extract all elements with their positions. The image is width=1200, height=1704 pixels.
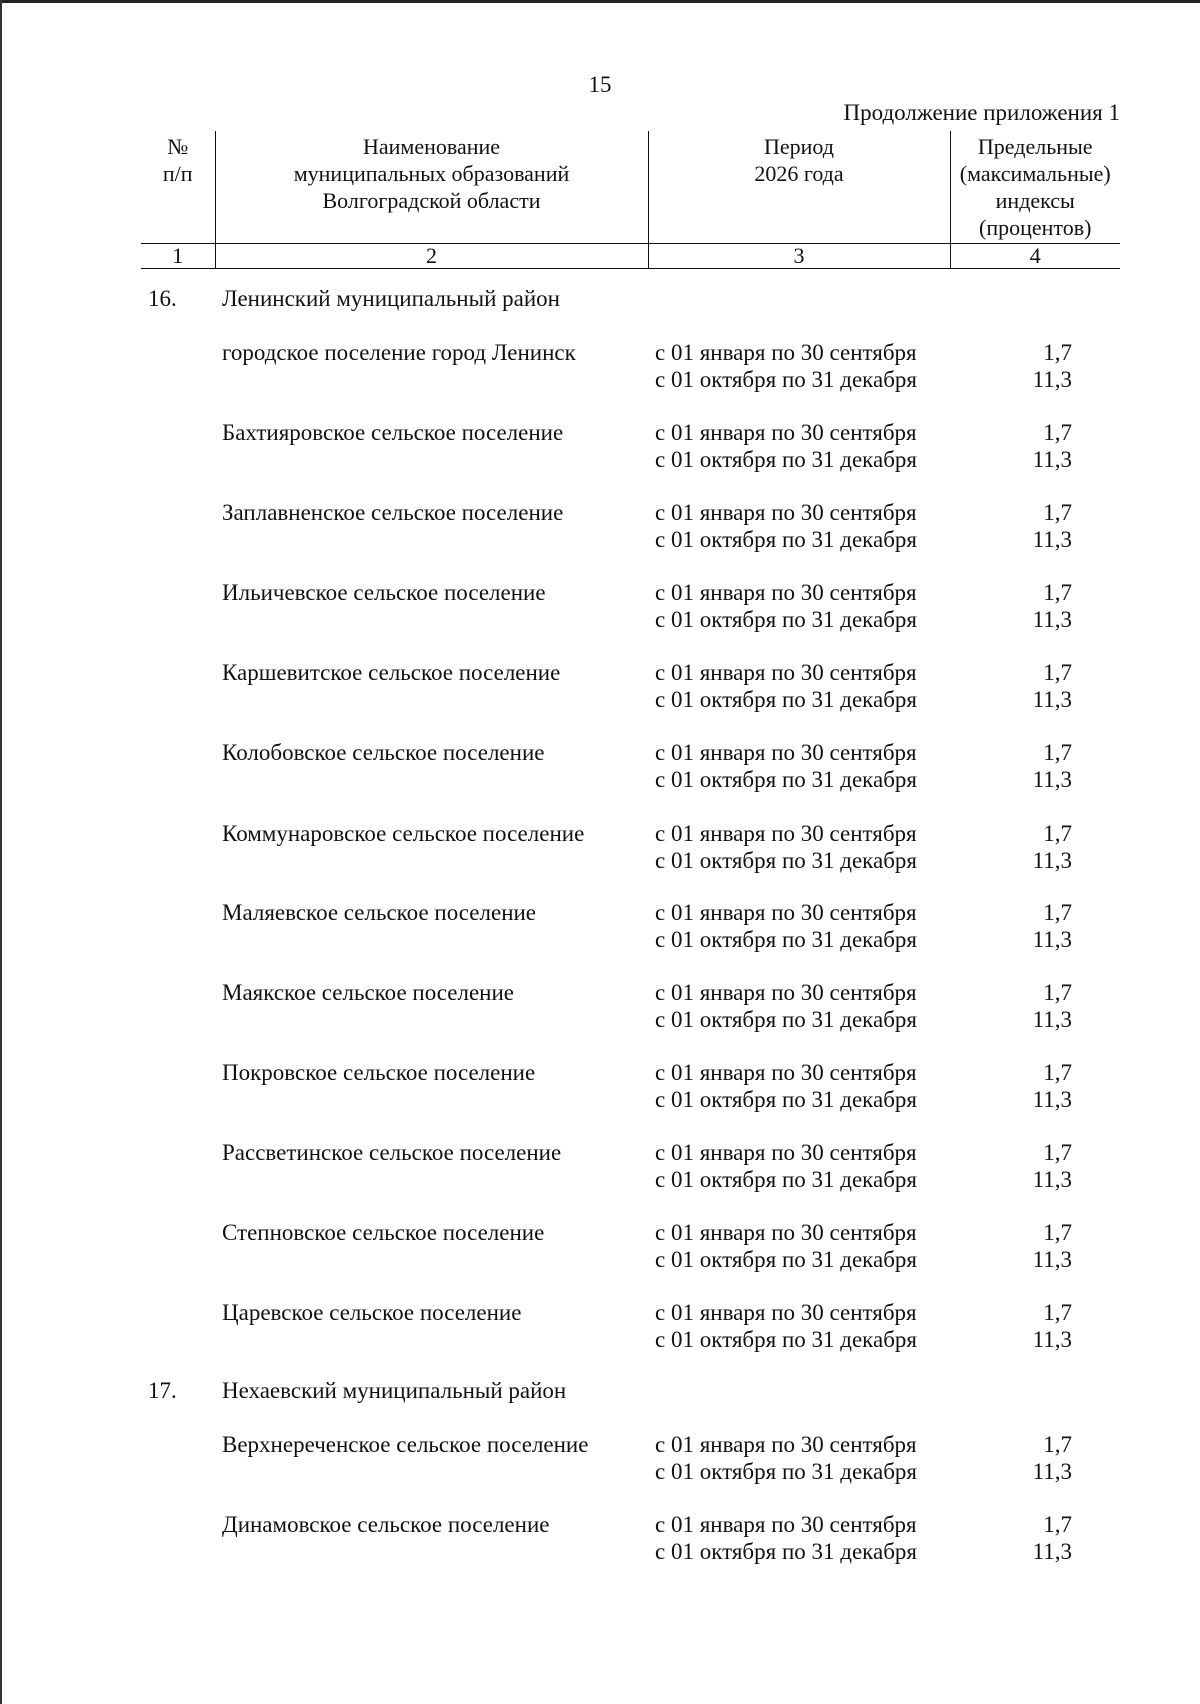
settlement-name: Динамовское сельское поселение (222, 1512, 550, 1537)
index-value-second: 11,3 (1032, 1167, 1072, 1192)
settlement-name: Рассветинское сельское поселение (222, 1140, 562, 1165)
header-text: Наименование (362, 134, 501, 159)
scan-border-top (0, 0, 1200, 3)
period-first: с 01 января по 30 сентября (655, 821, 917, 846)
column-number: 1 (141, 244, 215, 269)
index-value-first: 1,7 (1043, 580, 1072, 605)
period-first: с 01 января по 30 сентября (655, 1432, 917, 1457)
settlement-row (0, 821, 1200, 877)
settlement-name: Колобовское сельское поселение (222, 740, 545, 765)
period-first: с 01 января по 30 сентября (655, 1220, 917, 1245)
index-value-first: 1,7 (1043, 1512, 1072, 1537)
period-first: с 01 января по 30 сентября (655, 420, 917, 445)
district-row (0, 1378, 1200, 1408)
period-second: с 01 октября по 31 декабря (655, 607, 917, 632)
district-name: Ленинский муниципальный район (222, 286, 560, 311)
column-number: 2 (215, 244, 648, 269)
period-second: с 01 октября по 31 декабря (655, 1007, 917, 1032)
settlement-name: Покровское сельское поселение (222, 1060, 536, 1085)
settlement-name: Коммунаровское сельское поселение (222, 821, 585, 846)
settlement-name: городское поселение город Ленинск (222, 340, 576, 365)
index-value-first: 1,7 (1043, 821, 1072, 846)
settlement-name: Бахтияровское сельское поселение (222, 420, 564, 445)
index-value-second: 11,3 (1032, 927, 1072, 952)
index-value-first: 1,7 (1043, 1060, 1072, 1085)
index-value-first: 1,7 (1043, 740, 1072, 765)
period-first: с 01 января по 30 сентября (655, 1512, 917, 1537)
period-first: с 01 января по 30 сентября (655, 500, 917, 525)
period-second: с 01 октября по 31 декабря (655, 1539, 917, 1564)
header-text: муниципальных образований (293, 161, 570, 186)
district-row (0, 286, 1200, 316)
settlement-row (0, 1432, 1200, 1488)
settlement-row (0, 1220, 1200, 1276)
period-second: с 01 октября по 31 декабря (655, 447, 917, 472)
settlement-name: Царевское сельское поселение (222, 1300, 522, 1325)
settlement-row (0, 1140, 1200, 1196)
page-number: 15 (588, 72, 612, 97)
district-number: 17. (148, 1378, 177, 1403)
settlement-row (0, 980, 1200, 1036)
settlement-name: Заплавненское сельское поселение (222, 500, 564, 525)
period-second: с 01 октября по 31 декабря (655, 687, 917, 712)
index-value-second: 11,3 (1032, 1247, 1072, 1272)
settlement-row (0, 900, 1200, 956)
header-text: 2026 года (754, 161, 844, 186)
header-text: Волгоградской области (322, 188, 541, 213)
header-col-number (141, 131, 215, 244)
settlement-row (0, 740, 1200, 796)
district-name: Нехаевский муниципальный район (222, 1378, 567, 1403)
index-value-second: 11,3 (1032, 1459, 1072, 1484)
period-second: с 01 октября по 31 декабря (655, 767, 917, 792)
index-value-first: 1,7 (1043, 980, 1072, 1005)
period-first: с 01 января по 30 сентября (655, 1140, 917, 1165)
table-header (141, 131, 1120, 269)
period-second: с 01 октября по 31 декабря (655, 1247, 917, 1272)
header-text: (процентов) (979, 215, 1092, 240)
period-second: с 01 октября по 31 декабря (655, 1459, 917, 1484)
district-number: 16. (148, 286, 177, 311)
period-first: с 01 января по 30 сентября (655, 980, 917, 1005)
settlement-row (0, 1512, 1200, 1568)
header-text: Период (764, 134, 834, 159)
index-value-second: 11,3 (1032, 447, 1072, 472)
index-value-second: 11,3 (1032, 1007, 1072, 1032)
header-col-index (950, 131, 1120, 244)
period-first: с 01 января по 30 сентября (655, 740, 917, 765)
column-numbers-row (141, 244, 1120, 269)
period-second: с 01 октября по 31 декабря (655, 1327, 917, 1352)
period-second: с 01 октября по 31 декабря (655, 927, 917, 952)
settlement-name: Ильичевское сельское поселение (222, 580, 546, 605)
settlement-row (0, 500, 1200, 556)
settlement-name: Маляевское сельское поселение (222, 900, 537, 925)
period-second: с 01 октября по 31 декабря (655, 848, 917, 873)
index-value-second: 11,3 (1032, 848, 1072, 873)
settlement-row (0, 420, 1200, 476)
period-first: с 01 января по 30 сентября (655, 900, 917, 925)
index-value-first: 1,7 (1043, 1140, 1072, 1165)
settlement-row (0, 580, 1200, 636)
index-value-first: 1,7 (1043, 660, 1072, 685)
period-second: с 01 октября по 31 декабря (655, 1087, 917, 1112)
header-text: № (167, 134, 189, 159)
index-value-first: 1,7 (1043, 900, 1072, 925)
settlement-row (0, 1300, 1200, 1356)
index-value-second: 11,3 (1032, 527, 1072, 552)
settlement-name: Маякское сельское поселение (222, 980, 515, 1005)
index-value-second: 11,3 (1032, 607, 1072, 632)
index-value-first: 1,7 (1043, 420, 1072, 445)
settlement-row (0, 1060, 1200, 1116)
index-value-first: 1,7 (1043, 1300, 1072, 1325)
period-second: с 01 октября по 31 декабря (655, 527, 917, 552)
column-number: 4 (950, 244, 1120, 269)
column-number: 3 (648, 244, 950, 269)
period-first: с 01 января по 30 сентября (655, 580, 917, 605)
header-col-period (648, 131, 950, 244)
index-value-second: 11,3 (1032, 1539, 1072, 1564)
settlement-name: Каршевитское сельское поселение (222, 660, 561, 685)
appendix-note: Продолжение приложения 1 (843, 100, 1120, 125)
index-value-second: 11,3 (1032, 687, 1072, 712)
period-first: с 01 января по 30 сентября (655, 660, 917, 685)
period-first: с 01 января по 30 сентября (655, 1300, 917, 1325)
settlement-name: Верхнереченское сельское поселение (222, 1432, 589, 1457)
index-value-second: 11,3 (1032, 1327, 1072, 1352)
header-text: п/п (162, 161, 193, 186)
settlement-row (0, 340, 1200, 396)
index-value-first: 1,7 (1043, 1432, 1072, 1457)
index-value-first: 1,7 (1043, 1220, 1072, 1245)
header-text: индексы (995, 188, 1075, 213)
header-row (141, 131, 1120, 244)
header-col-name (215, 131, 648, 244)
index-value-first: 1,7 (1043, 500, 1072, 525)
index-value-first: 1,7 (1043, 340, 1072, 365)
settlement-row (0, 660, 1200, 716)
index-value-second: 11,3 (1032, 767, 1072, 792)
settlement-name: Степновское сельское поселение (222, 1220, 545, 1245)
header-text: Предельные (977, 134, 1093, 159)
index-value-second: 11,3 (1032, 1087, 1072, 1112)
index-value-second: 11,3 (1032, 367, 1072, 392)
period-second: с 01 октября по 31 декабря (655, 367, 917, 392)
period-first: с 01 января по 30 сентября (655, 1060, 917, 1085)
period-second: с 01 октября по 31 декабря (655, 1167, 917, 1192)
header-text: (максимальные) (959, 161, 1111, 186)
period-first: с 01 января по 30 сентября (655, 340, 917, 365)
